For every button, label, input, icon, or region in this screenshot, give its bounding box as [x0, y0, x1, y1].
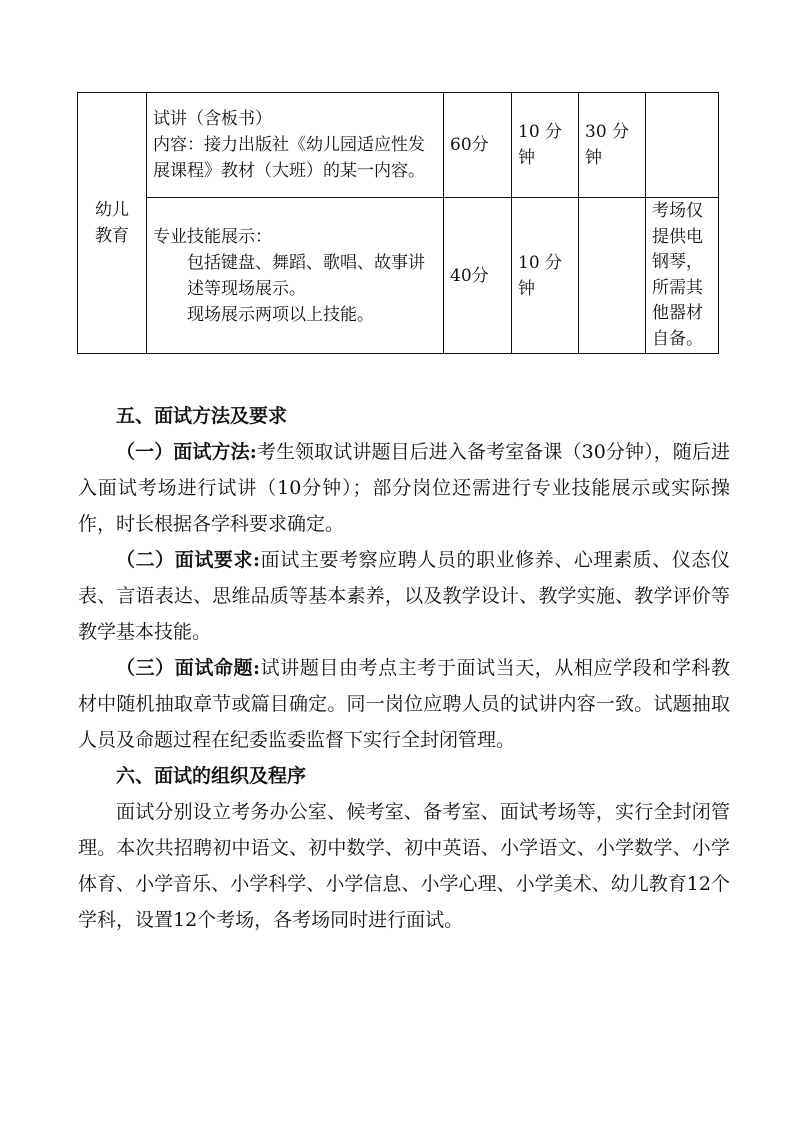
paragraph-text: 考生领取试讲题目后进入备考室备课（30分钟），随后进入面试考场进行试讲（10分钟）；部分岗位还需进行专业技能展示或实际操作，时长根据各学科要求确定。: [78, 441, 731, 535]
table-row: [78, 93, 719, 198]
content-line: 现场展示两项以上技能。: [187, 304, 374, 325]
section-heading: 六、面试的组织及程序: [116, 765, 307, 787]
paragraph-label: （二）面试要求:: [116, 549, 261, 571]
body-text: [78, 398, 730, 938]
score-cell: 60分: [444, 93, 512, 198]
paragraph-text: 面试主要考察应聘人员的职业修养、心理素质、仪态仪表、言语表达、思维品质等基本素养，以及教学设计、教学实施、教学评价等教学基本技能。: [78, 549, 730, 643]
note-cell: 考场仅提供电钢琴，所需其他器材自备。: [646, 198, 719, 354]
subject-cell: [78, 93, 147, 354]
paragraph-text: 面试分别设立考务办公室、候考室、备考室、面试考场等，实行全封闭管理。本次共招聘初中语文、初中数学、初中英语、小学语文、小学数学、小学体育、小学音乐、小学科学、小学信息、小学心理、小学美术、幼儿教育12个学科，设置12个考场，各考场同时进行面试。: [78, 801, 730, 931]
content-line: 内容：接力出版社《幼儿园适应性发展课程》教材（大班）的某一内容。: [153, 135, 425, 181]
section-heading: 五、面试方法及要求: [116, 405, 288, 427]
paragraph: [78, 542, 730, 650]
paragraph: [78, 650, 730, 758]
content-line: 试讲（含板书）: [153, 109, 272, 129]
prep-time-cell: [579, 198, 646, 354]
paragraph: [78, 434, 730, 542]
paragraph: [78, 794, 730, 938]
content-line: 包括键盘、舞蹈、歌唱、故事讲述等现场展示。: [187, 252, 425, 299]
paragraph-text: 试讲题目由考点主考于面试当天，从相应学段和学科教材中随机抽取章节或篇目确定。同一岗位应聘人员的试讲内容一致。试题抽取人员及命题过程在纪委监委监督下实行全封闭管理。: [78, 657, 730, 751]
content-cell: [147, 93, 444, 198]
score-cell: 40分: [444, 198, 512, 354]
note-cell: [646, 93, 719, 198]
table-row: [78, 198, 719, 354]
content-cell: [147, 198, 444, 354]
prep-time-cell: 30 分钟: [579, 93, 646, 198]
paragraph-label: （三）面试命题:: [116, 657, 261, 679]
paragraph-label: （一）面试方法:: [116, 441, 257, 463]
exam-table: [77, 92, 719, 354]
time-cell: 10 分钟: [512, 198, 579, 354]
time-cell: 10 分钟: [512, 93, 579, 198]
content-title: 专业技能展示：: [153, 226, 272, 247]
subject-label: 幼儿 教育: [95, 200, 129, 246]
